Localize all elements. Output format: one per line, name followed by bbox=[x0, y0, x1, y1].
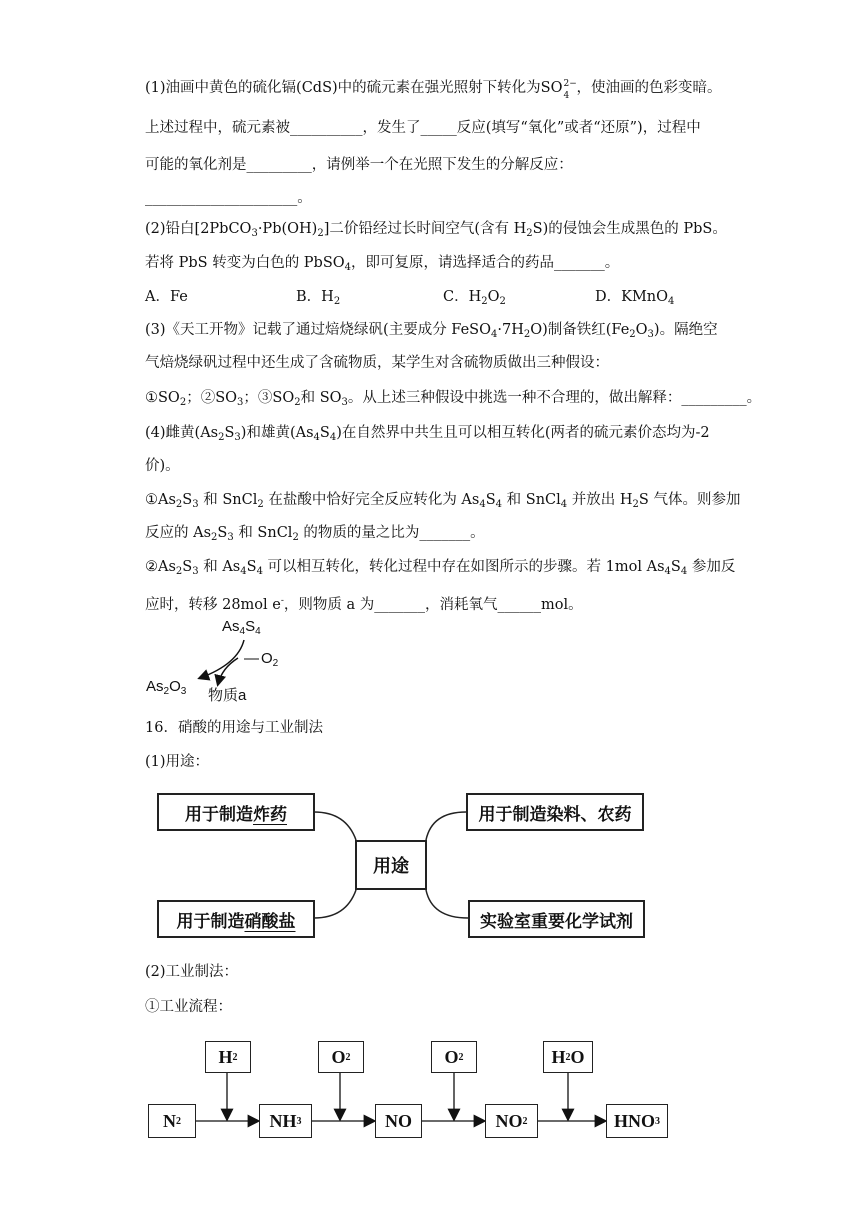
q16-sub3: ①工业流程： bbox=[145, 999, 232, 1015]
q3-line-3: $①SO_2$；$②SO_3$；$③SO_2$和 $SO_3$。从上述三种假设中挑选一种不合理的，做出解释：_________。 bbox=[145, 390, 762, 408]
usage-box-dyes-pesticides: 用于制造染料、农药 bbox=[466, 793, 644, 831]
q1-line-1: (1)油画中黄色的硫化镉(CdS)中的硫元素在强光照射下转化为SO 2− 4 ，使油画的色彩变暗。 bbox=[145, 79, 722, 101]
q2-line-2: 若将 PbS 转变为白色的 PbSO$_4$，即可复原，请选择适合的药品_______。 bbox=[145, 255, 620, 273]
scheme-as4s4: $As_4S_4$ bbox=[222, 618, 261, 637]
flow-node-hno3: HNO 3 bbox=[606, 1104, 668, 1138]
flow-node-no: NO bbox=[375, 1104, 422, 1138]
flow-node-n2: N 2 bbox=[148, 1104, 196, 1138]
scheme-product-a: 物质a bbox=[208, 687, 247, 704]
usage-center-box: 用途 bbox=[355, 840, 427, 890]
q4-line-3: $①As_2S_3$ 和 SnCl$_2$ 在盐酸中恰好完全反应转化为 $As_4S_4$ 和 SnCl$_4$ 并放出 $H_2S$ 气体。则参加 bbox=[145, 492, 741, 510]
flow-input-h2o: H 2 O bbox=[543, 1041, 593, 1073]
q2-line-1: (2)铅白$[2PbCO_3\cdot Pb(OH)_2]$二价铅经过长时间空气(含有 $H_2S$)的侵蚀会生成黑色的 PbS。 bbox=[145, 221, 727, 239]
flow-node-nh3: NH 3 bbox=[259, 1104, 312, 1138]
q1-line-2: 上述过程中，硫元素被__________，发生了_____反应(填写“氧化”或者“还原”)，过程中 bbox=[145, 120, 701, 136]
q4-line-2: 价)。 bbox=[145, 458, 180, 474]
usage-box-explosives: 用于制造 炸药 bbox=[157, 793, 315, 831]
q16-title: 16．硝酸的用途与工业制法 bbox=[145, 720, 323, 736]
option-c: C．$H_2O_2$ bbox=[443, 289, 506, 307]
option-a: A．Fe bbox=[145, 289, 188, 305]
scheme-as2o3: $As_2O_3$ bbox=[146, 678, 187, 697]
q4-line-6: 应时，转移 28mol e-，则物质 a 为_______，消耗氧气______mol。 bbox=[145, 596, 583, 613]
flow-input-o2-2: O 2 bbox=[431, 1041, 477, 1073]
q16-sub2: (2)工业制法： bbox=[145, 964, 239, 980]
q1-line-3: 可能的氧化剂是_________，请例举一个在光照下发生的分解反应： bbox=[145, 157, 573, 173]
q3-line-1: (3)《天工开物》记载了通过焙烧绿矾(主要成分 $FeSO_4\cdot 7H_2O$)制备铁红$(Fe_2O_3)$。隔绝空 bbox=[145, 322, 718, 340]
flow-input-o2-1: O 2 bbox=[318, 1041, 364, 1073]
q1-line-4: _____________________。 bbox=[145, 190, 312, 206]
flow-node-no2: NO 2 bbox=[485, 1104, 538, 1138]
usage-box-nitrates: 用于制造 硝酸盐 bbox=[157, 900, 315, 938]
q16-sub1: (1)用途： bbox=[145, 754, 210, 770]
flow-input-h2: H 2 bbox=[205, 1041, 251, 1073]
option-b: B．$H_2$ bbox=[296, 289, 341, 307]
q3-line-2: 气焙烧绿矾过程中还生成了含硫物质，某学生对含硫物质做出三种假设： bbox=[145, 355, 609, 371]
q4-line-1: (4)雌黄$(As_2S_3)$和雄黄$(As_4S_4)$在自然界中共生且可以相互转化(两者的硫元素价态均为-2 bbox=[145, 425, 710, 443]
q4-line-4: 反应的 $As_2S_3$ 和 SnCl$_2$ 的物质的量之比为_______。 bbox=[145, 525, 485, 543]
scheme-o2: — $O_2$ bbox=[244, 650, 279, 669]
q4-line-5: $②As_2S_3$ 和 $As_4S_4$ 可以相互转化，转化过程中存在如图所示的步骤。若 1mol $As_4S_4$ 参加反 bbox=[145, 559, 736, 577]
usage-box-lab-reagent: 实验室重要化学试剂 bbox=[468, 900, 645, 938]
option-d: D．KMnO$_4$ bbox=[595, 289, 675, 307]
